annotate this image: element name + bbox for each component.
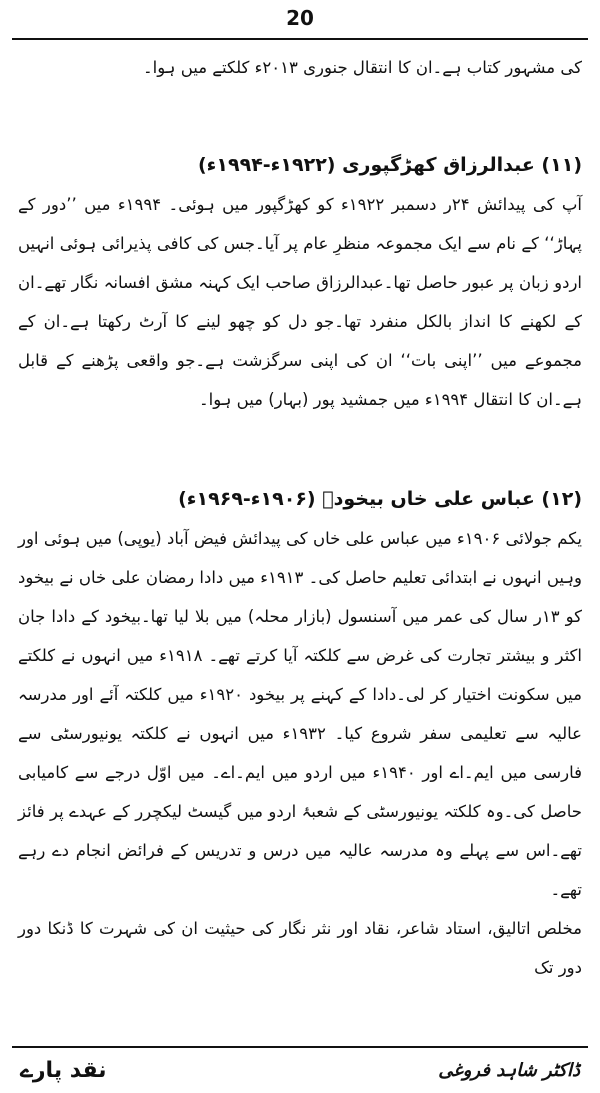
page-content xyxy=(18,48,582,987)
section-12-heading: (۱۲) عباس علی خاں بیخودؔ (۱۹۰۶ء-۱۹۶۹ء) xyxy=(178,488,582,510)
spacer xyxy=(18,419,582,479)
intro-paragraph: کی مشہور کتاب ہے۔ان کا انتقال جنوری ۲۰۱۳ء کلکتے میں ہوا۔ xyxy=(143,58,582,77)
section-12-closing: مخلص اتالیق، استاد شاعر، نقاد اور نثر نگار کی حیثیت ان کی شہرت کا ڈنکا دور دور تک xyxy=(18,919,582,977)
footer-book-title: نقد پارے xyxy=(20,1057,107,1083)
page-footer xyxy=(20,1052,580,1088)
footer-rule xyxy=(12,1046,588,1048)
spacer xyxy=(18,87,582,145)
section-12-paragraph: یکم جولائی ۱۹۰۶ء میں عباس علی خاں کی پیدائش فیض آباد (یوپی) میں ہوئی اور وہیں انہوں نے ابتدائی تعلیم حاصل کی۔ ۱۹۱۳ء میں دادا رمضان علی خاں نے بیخود کو ۱۳ر سال کی عمر میں آسنسول (بازار محلہ) میں بلا لیا تھا۔بیخود کے دادا جان اکثر و بیشتر تجارت کی غرض سے کلکتہ آیا کرتے تھے۔ ۱۹۱۸ء میں انہوں نے کلکتے میں سکونت اختیار کر لی۔دادا کے کہنے پر بیخود ۱۹۲۰ء میں کلکتہ آئے اور مدرسہ عالیہ سے تعلیمی سفر شروع کیا۔ ۱۹۳۲ء میں انہوں نے کلکتہ یونیورسٹی سے فارسی میں ایم۔اے اور ۱۹۴۰ء میں اردو میں ایم۔اے۔ میں اوّل درجے سے کامیابی حاصل کی۔وہ کلکتہ یونیورسٹی کے شعبۂ اردو میں گیسٹ لیکچرر کے عہدے پر فائز تھے۔اس سے پہلے وہ مدرسہ عالیہ میں درس و تدریس کے فرائض انجام دے رہے تھے۔ xyxy=(18,529,583,899)
footer-author: ڈاکٹر شاہد فروغی xyxy=(438,1059,580,1081)
section-11-heading: (۱۱) عبدالرزاق کھڑگپوری (۱۹۲۲ء-۱۹۹۴ء) xyxy=(198,154,582,176)
section-11-paragraph: آپ کی پیدائش ۲۴ر دسمبر ۱۹۲۲ء کو کھڑگپور میں ہوئی۔ ۱۹۹۴ء میں ’’دور کے پہاڑ‘‘ کے نام سے ایک مجموعہ منظرِ عام پر آیا۔جس کی کافی پذیرائی ہوئی انہیں اردو زبان پر عبور حاصل تھا۔عبدالرزاق صاحب ایک کہنہ مشق افسانہ نگار تھے۔ان کے لکھنے کا انداز بالکل منفرد تھا۔جو دل کو چھو لینے کا آرٹ رکھتا ہے۔ان کے مجموعے میں ’’اپنی بات‘‘ ان کی اپنی سرگزشت ہے۔جو واقعی پڑھنے کے قابل ہے۔ان کا انتقال ۱۹۹۴ء میں جمشید پور (بہار) میں ہوا۔ xyxy=(18,195,582,409)
page-number: 20 xyxy=(286,6,314,30)
header-rule xyxy=(12,38,588,40)
